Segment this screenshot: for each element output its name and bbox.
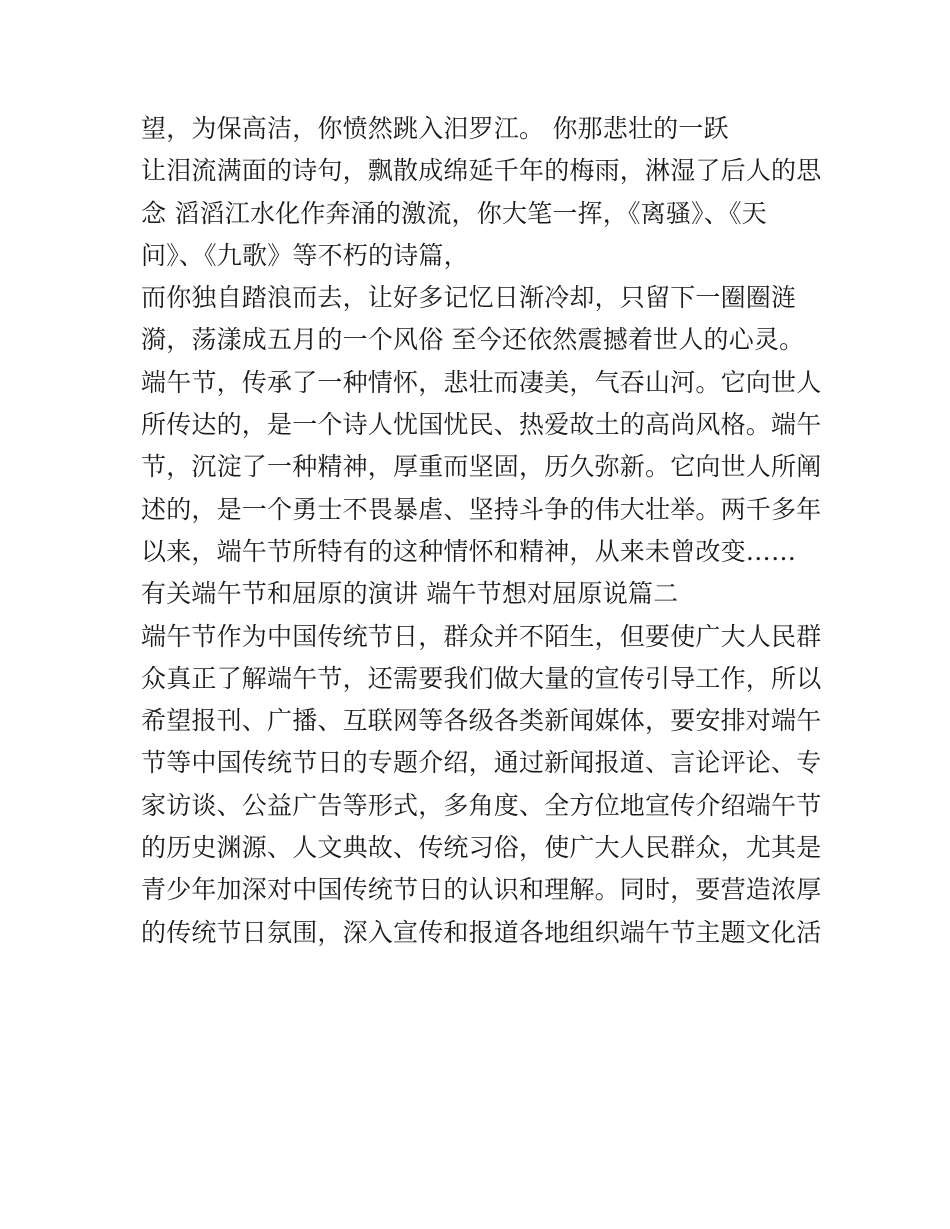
text-line: 所传达的，是一个诗人忧国忧民、热爱故土的高尚风格。端午: [141, 410, 822, 440]
text-line: 以来，端午节所特有的这种情怀和精神，从来未曾改变……: [141, 536, 797, 566]
section-heading: 有关端午节和屈原的演讲 端午节想对屈原说篇二: [141, 579, 679, 609]
text-line: 青少年加深对中国传统节日的认识和理解。同时，要营造浓厚: [141, 875, 822, 905]
text-line: 念 滔滔江水化作奔涌的激流，你大笔一挥，《离骚》、《天: [141, 198, 767, 228]
text-line: 家访谈、公益广告等形式，多角度、全方位地宣传介绍端午节: [141, 790, 822, 820]
text-line: 节等中国传统节日的专题介绍，通过新闻报道、言论评论、专: [141, 748, 822, 778]
text-line: 问》、《九歌》等不朽的诗篇，: [141, 240, 469, 270]
text-line: 述的，是一个勇士不畏暴虐、坚持斗争的伟大壮举。两千多年: [141, 494, 822, 524]
text-line: 的传统节日氛围，深入宣传和报道各地组织端午节主题文化活: [141, 917, 822, 947]
body-text: [141, 108, 821, 954]
text-line: 漪，荡漾成五月的一个风俗 至今还依然震撼着世人的心灵。: [141, 325, 805, 355]
text-line: 节，沉淀了一种精神，厚重而坚固，历久弥新。它向世人所阐: [141, 452, 822, 482]
text-line: 端午节，传承了一种情怀，悲壮而凄美，气吞山河。它向世人: [141, 367, 822, 397]
text-line: 而你独自踏浪而去，让好多记忆日渐冷却，只留下一圈圈涟: [141, 283, 797, 313]
text-line: 让泪流满面的诗句，飘散成绵延千年的梅雨，淋湿了后人的思: [141, 156, 822, 186]
text-line: 端午节作为中国传统节日，群众并不陌生，但要使广大人民群: [141, 621, 822, 651]
text-line: 希望报刊、广播、互联网等各级各类新闻媒体，要安排对端午: [141, 706, 822, 736]
text-line: 众真正了解端午节，还需要我们做大量的宣传引导工作，所以: [141, 663, 822, 693]
text-line: 望，为保高洁，你愤然跳入汨罗江。 你那悲壮的一跃: [141, 114, 729, 143]
text-line: 的历史渊源、人文典故、传统习俗，使广大人民群众，尤其是: [141, 833, 822, 863]
